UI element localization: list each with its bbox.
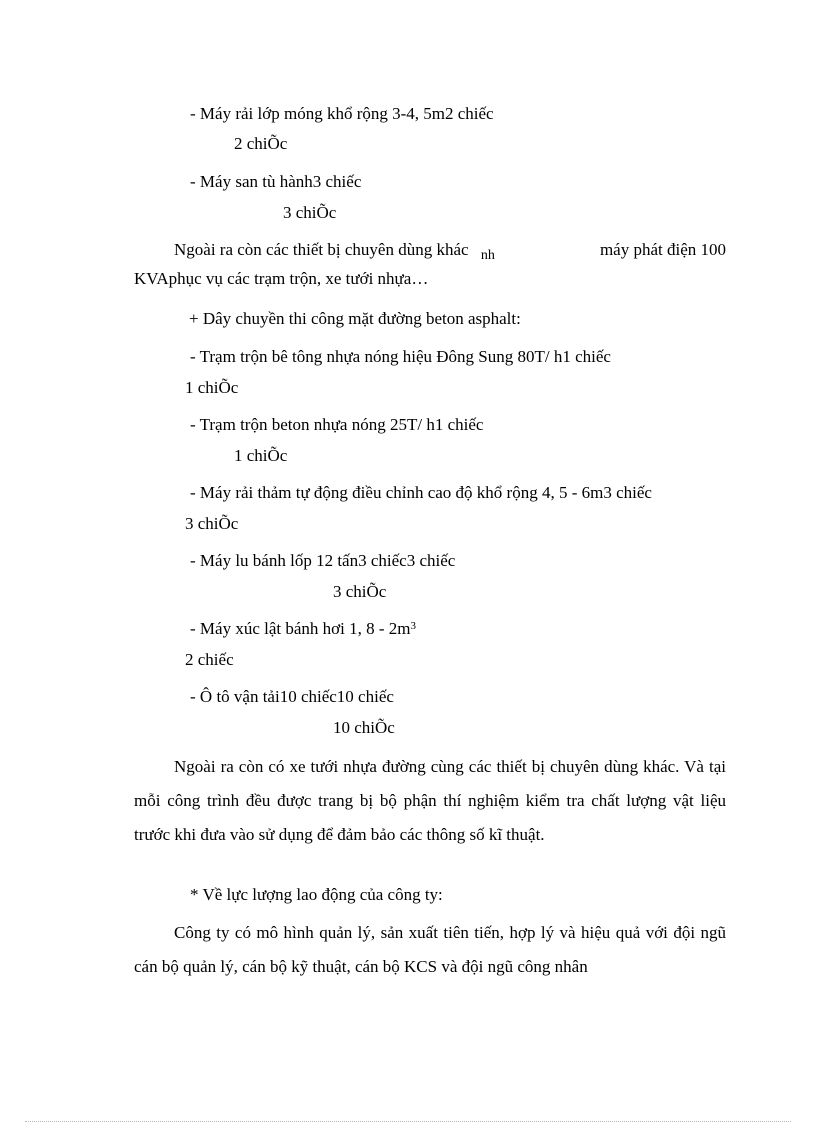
paragraph-other-equipment-line1 bbox=[174, 239, 726, 263]
equipment-count: 10 chiÕc bbox=[333, 718, 395, 737]
paragraph-other-equipment-line2: KVAphục vụ các trạm trộn, xe tưới nhựa… bbox=[134, 269, 429, 288]
equipment-count: 3 chiÕc bbox=[185, 514, 239, 533]
section-heading-labor-force: * Về lực lượng lao động của công ty: bbox=[190, 885, 443, 904]
equipment-count: 1 chiÕc bbox=[234, 446, 288, 465]
text-run: Ngoài ra còn các thiết bị chuyên dùng khác bbox=[174, 240, 469, 259]
superscript: 3 bbox=[410, 620, 417, 632]
text-run: - Máy xúc lật bánh hơi 1, 8 - 2m bbox=[190, 619, 411, 638]
paragraph-management-model: Công ty có mô hình quản lý, sản xuất tiên tiến, hợp lý và hiệu quả với đội ngũ cán bộ quản lý, cán bộ kỹ thuật, cán bộ KCS và đội ngũ công nhân bbox=[134, 923, 726, 976]
equipment-item-truck: - Ô tô vận tải10 chiếc10 chiếc bbox=[190, 687, 394, 706]
text-run: nh bbox=[480, 248, 495, 263]
equipment-item-grader: - Máy san tù hành3 chiếc bbox=[190, 172, 362, 191]
paragraph-testing-lab: Ngoài ra còn có xe tưới nhựa đường cùng các thiết bị chuyên dùng khác. Và tại mỗi công trình đều được trang bị bộ phận thí nghiệm kiểm tra chất lượng vật liệu trước khi đưa vào sử dụng để đảm bảo các thông số kĩ thuật. bbox=[134, 757, 726, 844]
section-heading-asphalt-line: + Dây chuyền thi công mặt đường beton asphalt: bbox=[189, 309, 521, 328]
equipment-item-wheel-loader bbox=[190, 618, 416, 640]
equipment-count: 1 chiÕc bbox=[185, 378, 239, 397]
equipment-item-asphalt-paver: - Máy rải thảm tự động điều chỉnh cao độ khổ rộng 4, 5 - 6m3 chiếc bbox=[190, 483, 652, 502]
equipment-item-mixing-plant-25t: - Trạm trộn beton nhựa nóng 25T/ h1 chiếc bbox=[190, 415, 484, 434]
equipment-count: 2 chiÕc bbox=[234, 134, 288, 153]
equipment-item-tire-roller: - Máy lu bánh lốp 12 tấn3 chiếc3 chiếc bbox=[190, 551, 456, 570]
page-bottom-dotted-divider bbox=[25, 1121, 791, 1122]
equipment-item-mixing-plant-80t: - Trạm trộn bê tông nhựa nóng hiệu Đông Sung 80T/ h1 chiếc bbox=[190, 347, 611, 366]
equipment-item-paver-base: - Máy rải lớp móng khổ rộng 3-4, 5m2 chiếc bbox=[190, 104, 494, 123]
text-run: máy phát điện 100 bbox=[599, 240, 726, 259]
equipment-count: 3 chiÕc bbox=[283, 203, 337, 222]
equipment-count: 2 chiếc bbox=[185, 650, 234, 669]
equipment-count: 3 chiÕc bbox=[333, 582, 387, 601]
